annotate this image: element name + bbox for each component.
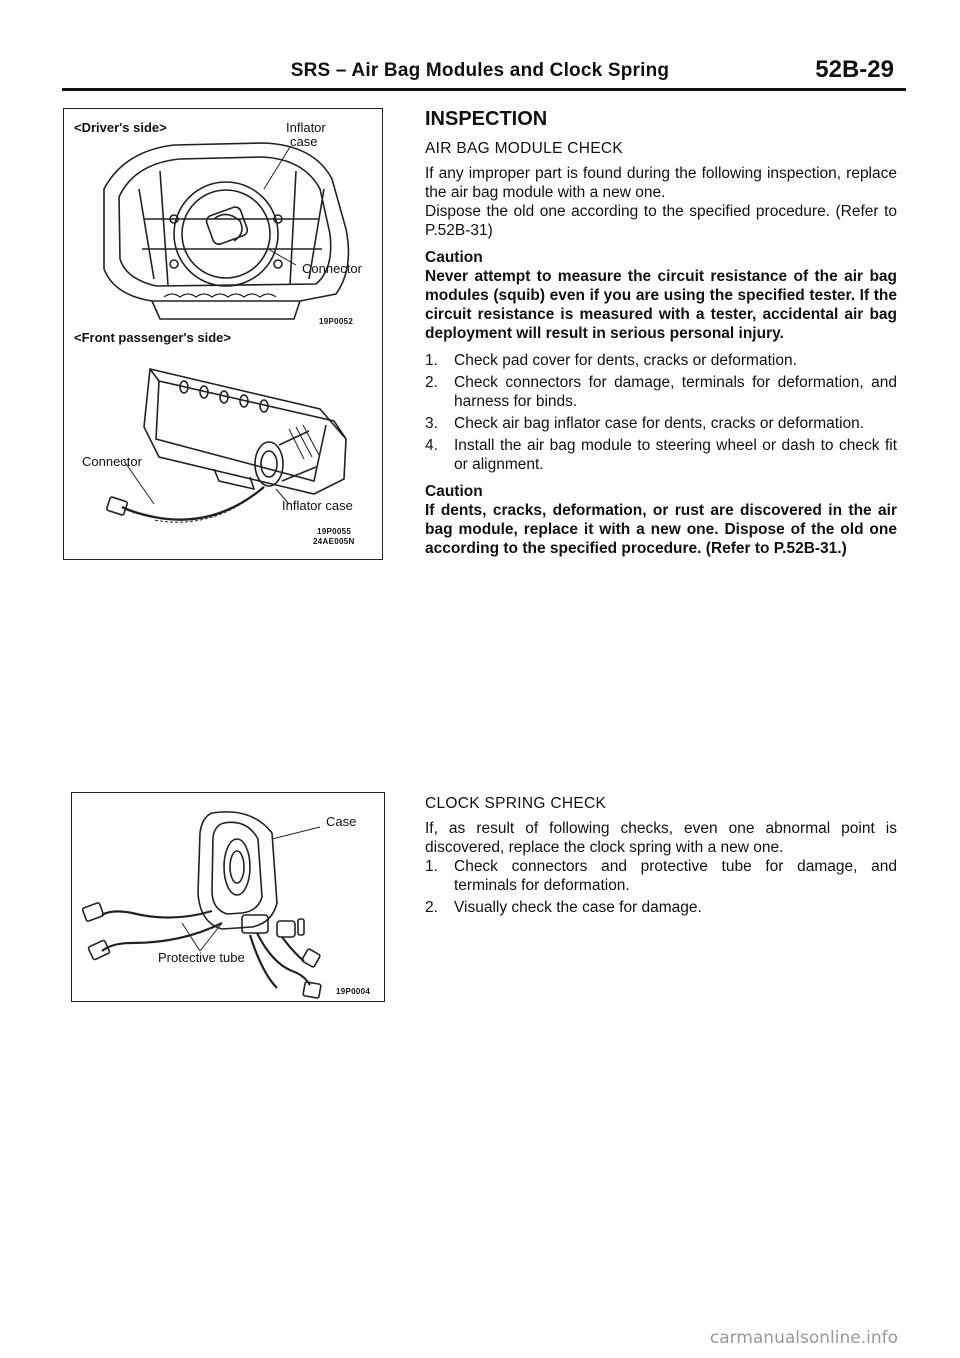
passenger-inflator-case-label: Inflator case xyxy=(282,498,353,513)
inspection-steps xyxy=(425,351,897,474)
driver-side-label: <Driver's side> xyxy=(74,120,167,135)
figure-code-passenger-1: 19P0055 xyxy=(317,527,352,536)
driver-connector-label: Connector xyxy=(302,261,362,276)
caution-heading-2: Caution xyxy=(425,483,483,500)
inspection-intro-1: If any improper part is found during the following inspection, replace the air bag module with a new one. xyxy=(425,165,897,201)
caution-text-2: If dents, cracks, deformation, or rust are discovered in the air bag module, replace it with a new one. Dispose of the old one according to the specified procedure. (Refer to P.52B-31.) xyxy=(425,502,897,557)
figure-code-passenger-2: 24AE005N xyxy=(313,537,355,546)
list-item: 2. Check connectors for damage, terminals for deformation, and harness for binds. xyxy=(425,374,897,410)
clock-spring-section xyxy=(425,794,897,923)
inflator-case-label-line1: Inflator xyxy=(286,120,326,135)
passenger-connector-label: Connector xyxy=(82,454,142,469)
list-item: 1. Check connectors and protective tube for damage, and terminals for deformation. xyxy=(425,858,897,894)
caution-heading-1: Caution xyxy=(425,249,483,266)
caution-text-1: Never attempt to measure the circuit resistance of the air bag modules (squib) even if you are using the specified tester. If the circuit resistance is measured with a tester, accidental air bag deployment will result in serious personal injury. xyxy=(425,268,897,342)
clock-spring-intro: If, as result of following checks, even one abnormal point is discovered, replace the clock spring with a new one. xyxy=(425,820,897,856)
page-number: 52B-29 xyxy=(815,56,894,83)
protective-tube-label: Protective tube xyxy=(158,950,245,965)
clock-spring-steps xyxy=(425,857,897,917)
inspection-section xyxy=(425,110,897,566)
passenger-side-label: <Front passenger's side> xyxy=(74,330,231,345)
figure-code-driver: 19P0052 xyxy=(319,317,354,326)
watermark: carmanualsonline.info xyxy=(709,1328,898,1348)
list-item: 2. Visually check the case for damage. xyxy=(425,899,702,916)
list-item: 3. Check air bag inflator case for dents, cracks or deformation. xyxy=(425,415,865,432)
case-label: Case xyxy=(326,814,357,829)
figure-code-clock-spring: 19P0004 xyxy=(336,987,371,996)
list-item: 4. Install the air bag module to steering wheel or dash to check fit or alignment. xyxy=(425,437,897,473)
header-rule xyxy=(62,88,906,91)
page-header-title: SRS – Air Bag Modules and Clock Spring xyxy=(290,60,670,81)
inspection-title: INSPECTION xyxy=(425,108,548,130)
list-item: 1. Check pad cover for dents, cracks or deformation. xyxy=(425,352,797,369)
clock-spring-check-title: CLOCK SPRING CHECK xyxy=(425,795,607,812)
air-bag-module-check-title: AIR BAG MODULE CHECK xyxy=(425,140,624,157)
inspection-intro-2: Dispose the old one according to the specified procedure. (Refer to P.52B-31) xyxy=(425,203,897,239)
figure-air-bag-modules xyxy=(63,108,383,560)
inflator-case-label-line2: case xyxy=(290,134,318,149)
figure-clock-spring xyxy=(71,792,385,1002)
